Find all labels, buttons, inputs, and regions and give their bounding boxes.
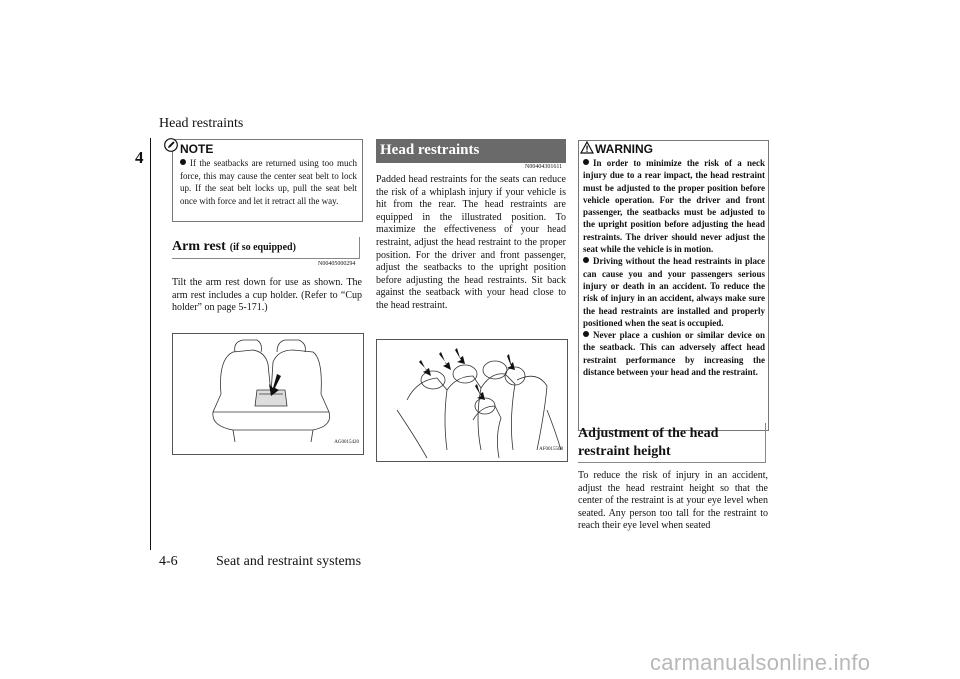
adjustment-heading — [578, 423, 766, 463]
chapter-divider-line — [150, 138, 151, 550]
bullet-icon — [583, 331, 589, 337]
adjustment-heading-title: Adjustment of the head restraint height — [578, 426, 719, 459]
note-label: NOTE — [180, 142, 214, 156]
head-restraints-heading-title: Head restraints — [380, 142, 480, 158]
watermark: carmanualsonline.info — [650, 650, 871, 675]
arm-rest-heading-title: Arm rest — [172, 239, 226, 254]
bullet-icon — [180, 159, 186, 165]
head-restraints-code: N00404301611 — [525, 164, 563, 170]
bullet-icon — [583, 257, 589, 263]
arm-rest-heading — [172, 237, 360, 259]
bullet-icon — [583, 159, 589, 165]
head-restraints-figure-code: AF0015508 — [539, 447, 563, 452]
warning-text — [583, 157, 765, 378]
head-restraints-text: Padded head restraints for the seats can reduce the risk of a whiplash injury if your vehicle is hit from the rear. The head restraints are equipped in the illustrated position. To maximize the effectiveness of your head restraint, adjust the head restraint to the proper position. For the driver and front passenger, adjust the seatbacks to the upright position before adjusting the head restraints. Sit back against the seatback with your head close to the head restraint. — [376, 174, 566, 311]
heading-rule — [765, 423, 766, 463]
note-body: If the seatbacks are returned using too much force, this may cause the center seat belt to lock up. If the seat belt locks up, pull the seat belt once with force and let it retract all the way. — [180, 158, 357, 206]
rear-seat-armrest-drawing — [173, 334, 363, 454]
note-text — [180, 157, 357, 207]
arm-rest-code: N00405000294 — [318, 261, 356, 267]
head-restraints-heading — [376, 139, 566, 163]
arm-rest-illustration — [172, 333, 364, 455]
page-number: 4-6 — [159, 554, 178, 569]
section-title: Seat and restraint systems — [216, 554, 362, 569]
chapter-tab-number: 4 — [135, 148, 144, 167]
head-restraints-illustration — [376, 339, 568, 462]
adjustment-text: To reduce the risk of injury in an accident, adjust the head restraint height so that the center of the restraint is at your eye level when seated. Any person too tall for the restraint to reach their eye level when seated — [578, 470, 768, 532]
arm-rest-heading-sub: (if so equipped) — [229, 242, 296, 253]
seats-with-head-restraints-drawing — [377, 340, 567, 461]
warning-item: Never place a cushion or similar device on the seatback. This can adversely affect head restraint performance by increasing the distance between your head and the restraint. — [583, 330, 765, 378]
arm-rest-figure-code: AG0015420 — [334, 440, 359, 445]
warning-item: In order to minimize the risk of a neck injury due to a rear impact, the head restraint must be adjusted to the proper position before vehicle operation. For the driver and front passenger, the seatbacks must be adjusted to the upright position before adjusting the head restraints. The driver should never adjust the seat while the vehicle is in motion. — [583, 158, 765, 255]
heading-rule — [359, 237, 360, 259]
warning-label: WARNING — [595, 142, 653, 156]
warning-item: Driving without the head restraints in place can cause you and your passengers serious injury or death in an accident. To reduce the risk of injury in an accident, always make sure the head restraints are installed and properly positioned when the seat is occupied. — [583, 256, 765, 328]
note-pencil-icon — [164, 138, 178, 152]
page-header-title: Head restraints — [159, 116, 244, 131]
warning-triangle-icon — [580, 141, 594, 154]
arm-rest-text: Tilt the arm rest down for use as shown. The arm rest includes a cup holder. (Refer to “Cup holder” on page 5-171.) — [172, 277, 362, 314]
